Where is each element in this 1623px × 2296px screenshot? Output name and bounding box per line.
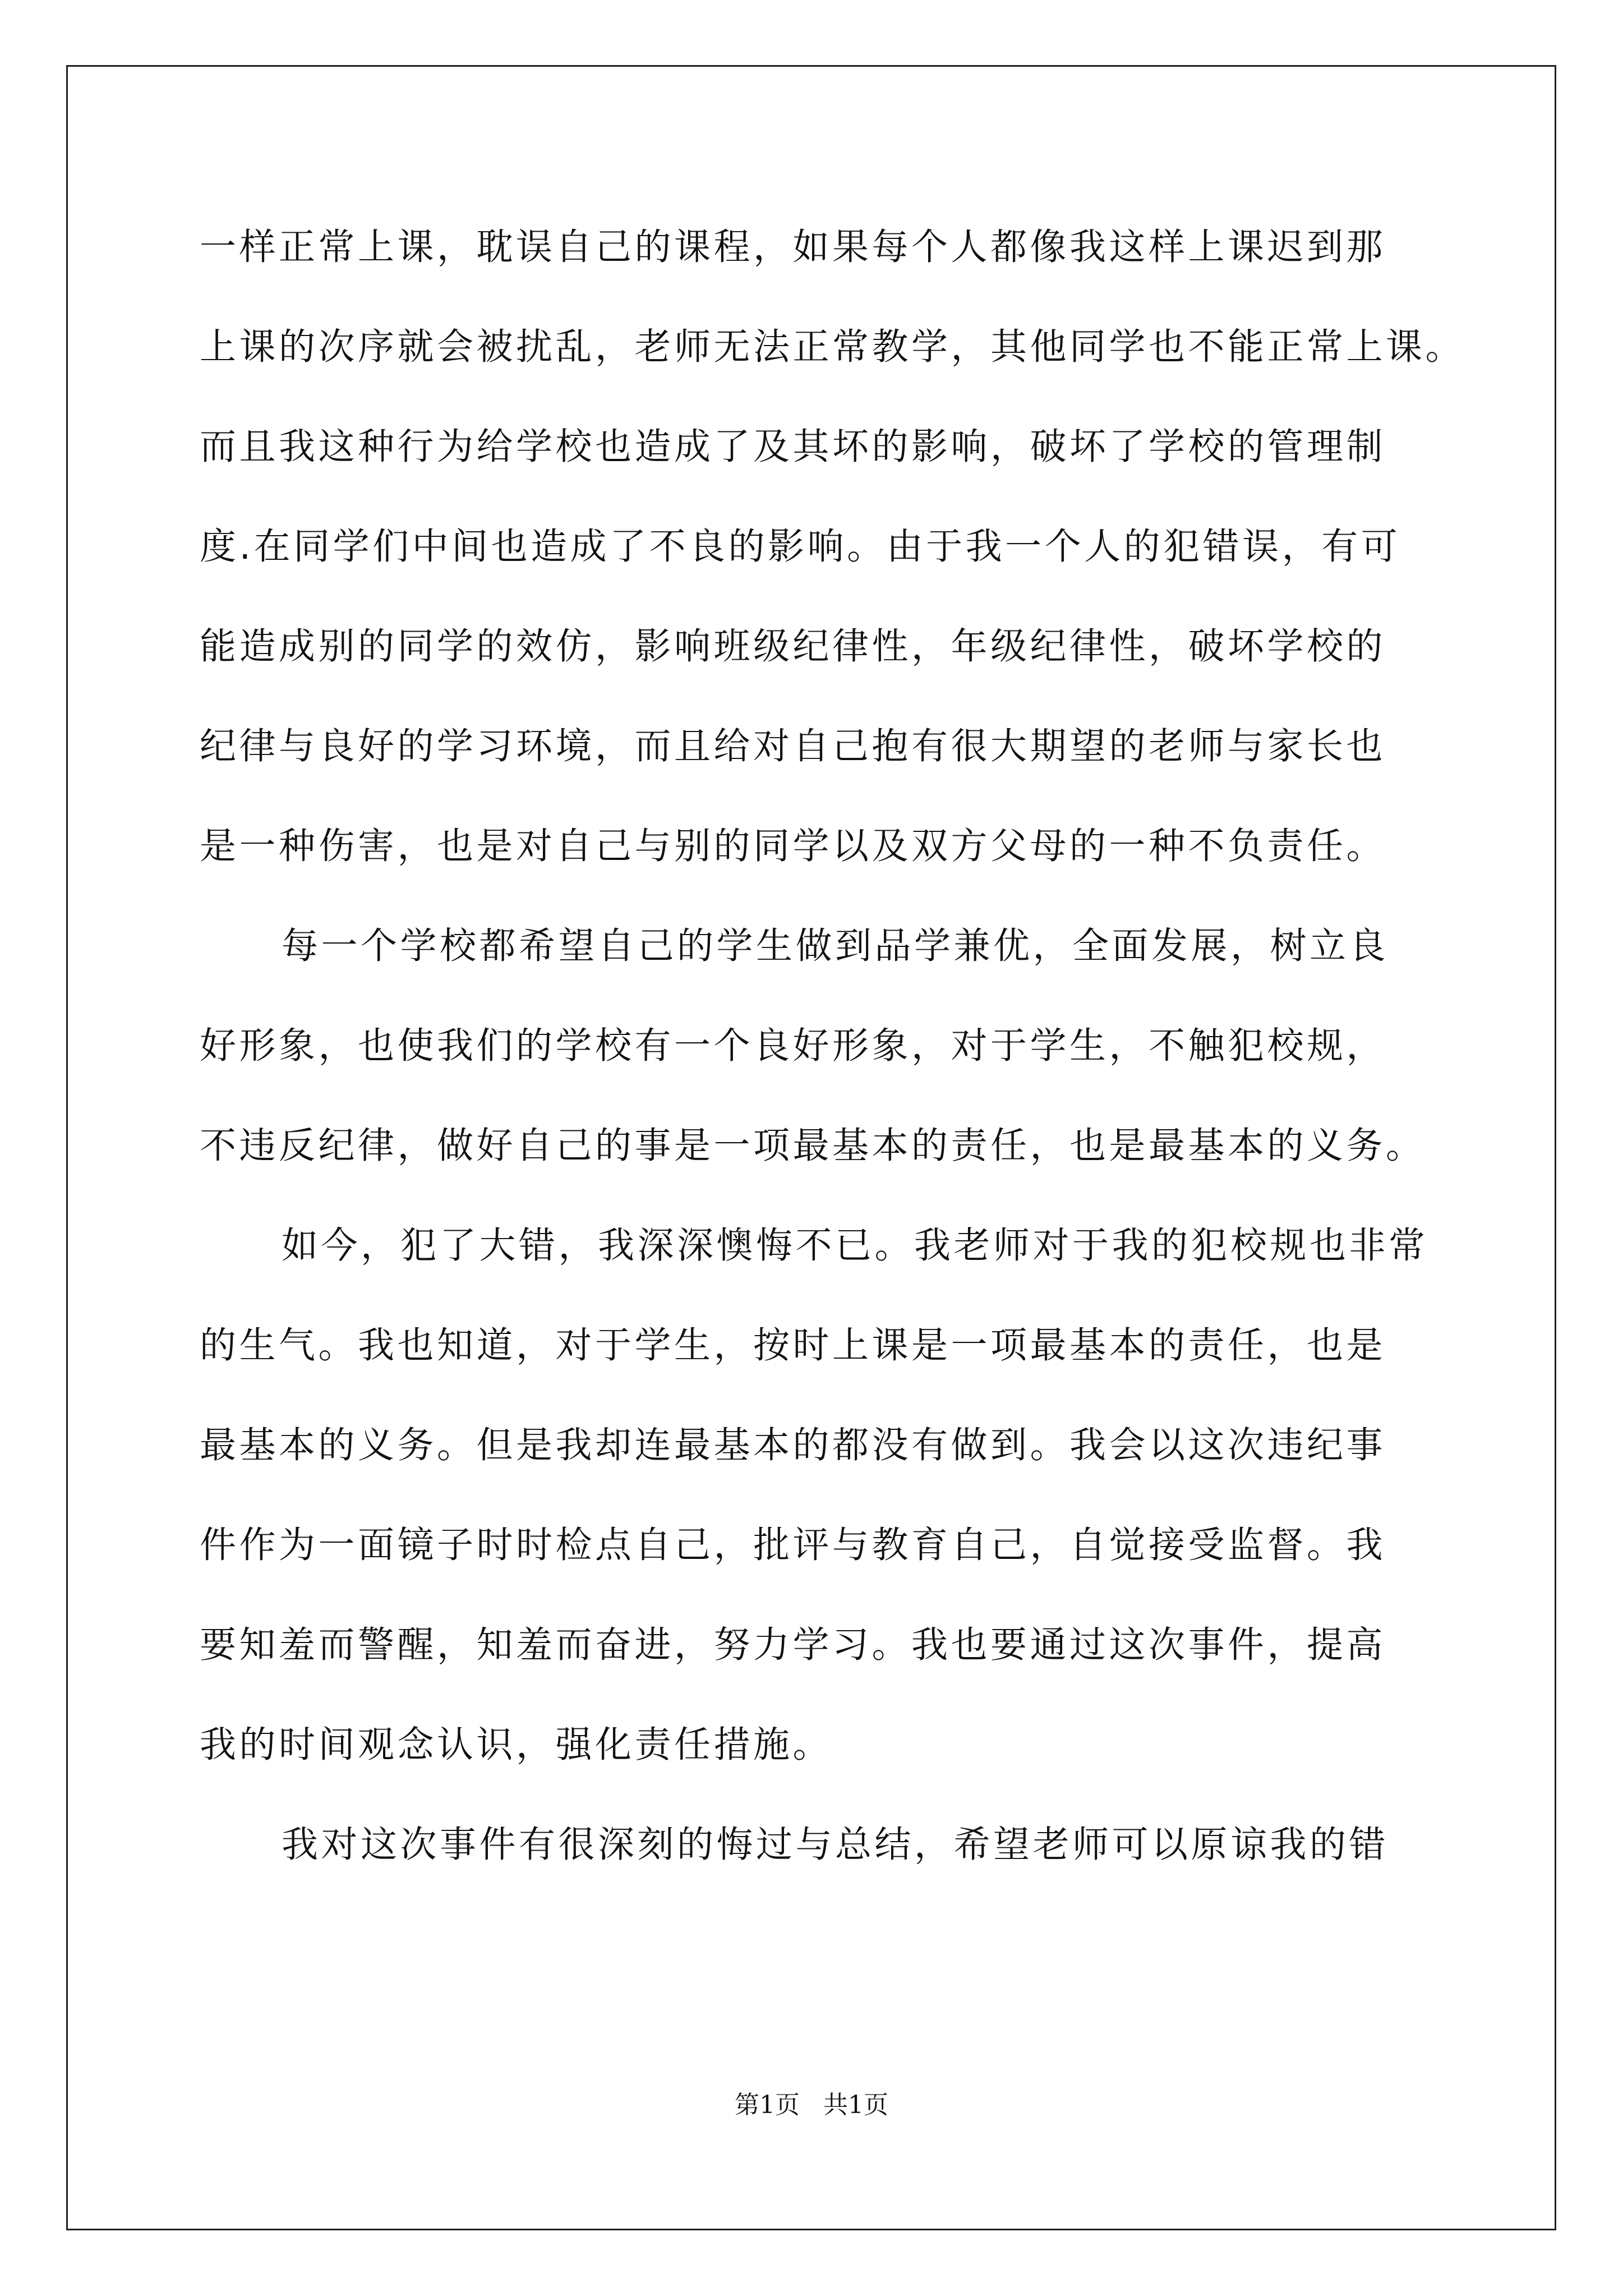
text-line: 不违反纪律，做好自己的事是一项最基本的责任，也是最基本的义务。	[200, 1125, 1426, 1167]
page-number: 第1页	[735, 2091, 800, 2119]
text-line: 好形象，也使我们的学校有一个良好形象，对于学生，不触犯校规，	[200, 1025, 1386, 1067]
text-line: 件作为一面镜子时时检点自己，批评与教育自己，自觉接受监督。我	[200, 1524, 1386, 1566]
text-line: 要知羞而警醒，知羞而奋进，努力学习。我也要通过这次事件，提高	[200, 1624, 1386, 1666]
paragraph-first-line: 每一个学校都希望自己的学生做到品学兼优，全面发展，树立良	[282, 925, 1389, 967]
text-line: 上课的次序就会被扰乱，老师无法正常教学，其他同学也不能正常上课。	[200, 326, 1465, 368]
text-line: 能造成别的同学的效仿，影响班级纪律性，年级纪律性，破坏学校的	[200, 625, 1386, 668]
page-footer	[0, 2088, 1623, 2122]
paragraph-first-line: 我对这次事件有很深刻的悔过与总结，希望老师可以原谅我的错	[282, 1824, 1389, 1866]
text-line: 度.在同学们中间也造成了不良的影响。由于我一个人的犯错误，有可	[200, 526, 1401, 568]
page-total: 共1页	[823, 2091, 888, 2119]
text-line: 的生气。我也知道，对于学生，按时上课是一项最基本的责任，也是	[200, 1324, 1386, 1366]
text-line: 是一种伤害，也是对自己与别的同学以及双方父母的一种不负责任。	[200, 825, 1386, 867]
text-line: 一样正常上课，耽误自己的课程，如果每个人都像我这样上课迟到那	[200, 226, 1386, 268]
text-line: 我的时间观念认识，强化责任措施。	[200, 1724, 833, 1766]
text-line: 而且我这种行为给学校也造成了及其坏的影响，破坏了学校的管理制	[200, 426, 1386, 468]
text-line: 纪律与良好的学习环境，而且给对自己抱有很大期望的老师与家长也	[200, 725, 1386, 767]
paragraph-first-line: 如今，犯了大错，我深深懊悔不已。我老师对于我的犯校规也非常	[282, 1225, 1428, 1267]
text-line: 最基本的义务。但是我却连最基本的都没有做到。我会以这次违纪事	[200, 1424, 1386, 1466]
